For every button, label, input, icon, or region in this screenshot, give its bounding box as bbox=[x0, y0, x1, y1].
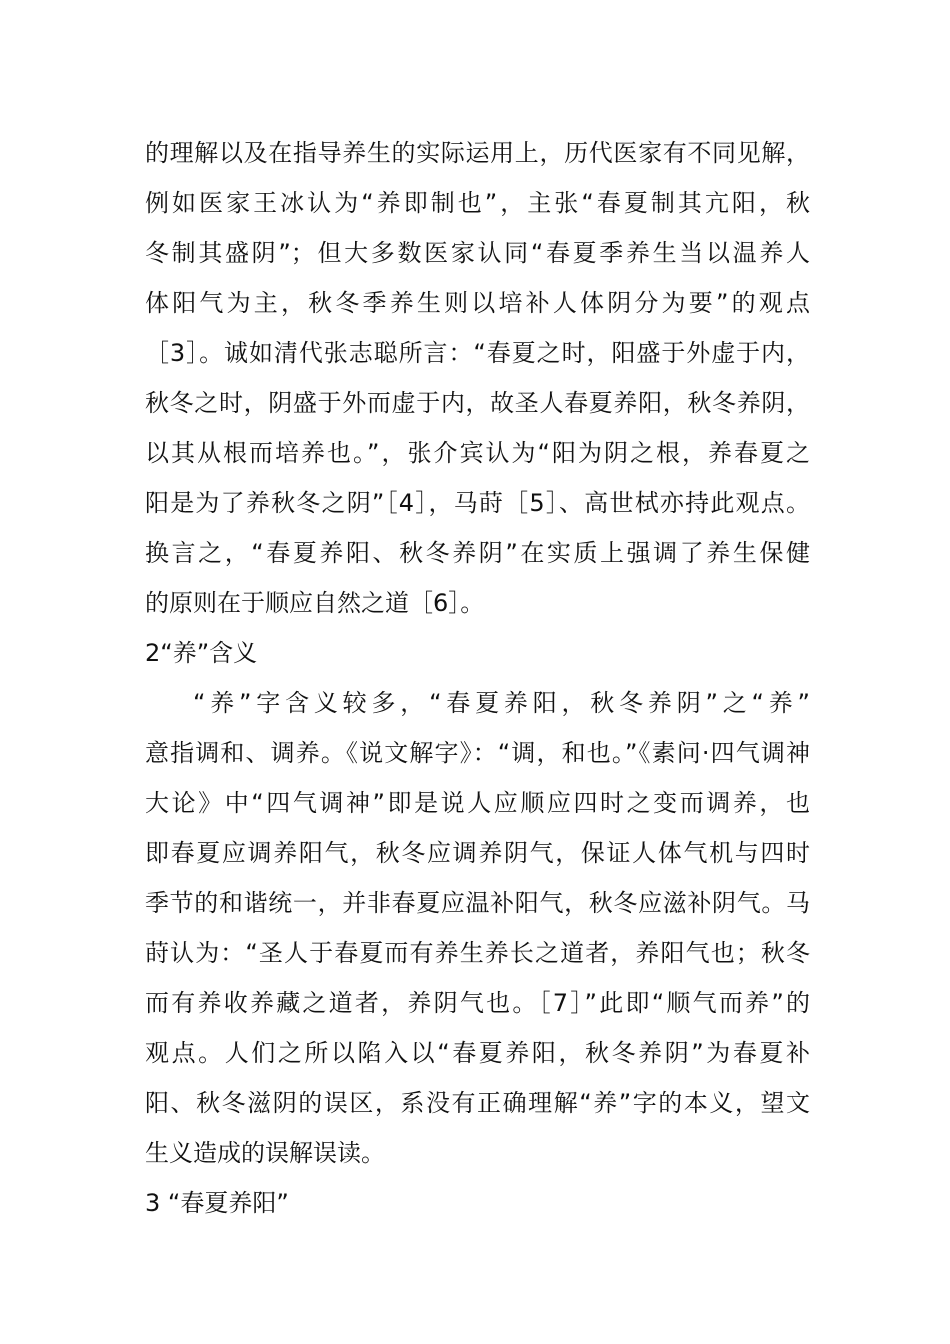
text-line: ［3］。诚如清代张志聪所言：“春夏之时，阳盛于外虚于内， bbox=[145, 339, 810, 367]
text-line: 例如医家王冰认为“养即制也”，主张“春夏制其亢阳，秋 bbox=[145, 189, 810, 217]
text-line: 阳是为了养秋冬之阴”［4］，马莳［5］、高世栻亦持此观点。 bbox=[145, 489, 810, 517]
text-line: 大论》中“四气调神”即是说人应顺应四时之变而调养，也 bbox=[145, 789, 810, 817]
text-line: “养”字含义较多，“春夏养阳，秋冬养阴”之“养” bbox=[193, 689, 810, 717]
text-line: 秋冬之时，阴盛于外而虚于内，故圣人春夏养阳，秋冬养阴， bbox=[145, 389, 810, 417]
text-line: 以其从根而培养也。”，张介宾认为“阳为阴之根，养春夏之 bbox=[145, 439, 810, 467]
text-line: 即春夏应调养阳气，秋冬应调养阴气，保证人体气机与四时 bbox=[145, 839, 810, 867]
text-line: 冬制其盛阴”；但大多数医家认同“春夏季养生当以温养人 bbox=[145, 239, 810, 267]
section-heading: 2“养”含义 bbox=[145, 639, 258, 667]
text-line: 季节的和谐统一，并非春夏应温补阳气，秋冬应滋补阴气。马 bbox=[145, 889, 810, 917]
section-heading: 3 “春夏养阳” bbox=[145, 1189, 289, 1217]
text-line: 而有养收养藏之道者，养阴气也。［7］”此即“顺气而养”的 bbox=[145, 989, 810, 1017]
text-line: 莳认为：“圣人于春夏而有养生养长之道者，养阳气也；秋冬 bbox=[145, 939, 810, 967]
text-line: 的理解以及在指导养生的实际运用上，历代医家有不同见解， bbox=[145, 139, 810, 167]
text-line: 阳、秋冬滋阴的误区，系没有正确理解“养”字的本义，望文 bbox=[145, 1089, 810, 1117]
text-line: 换言之，“春夏养阳、秋冬养阴”在实质上强调了养生保健 bbox=[145, 539, 810, 567]
text-line: 体阳气为主，秋冬季养生则以培补人体阴分为要”的观点 bbox=[145, 289, 810, 317]
text-line: 的原则在于顺应自然之道［6］。 bbox=[145, 589, 485, 617]
text-line: 观点。人们之所以陷入以“春夏养阳，秋冬养阴”为春夏补 bbox=[145, 1039, 810, 1067]
text-line: 意指调和、调养。《说文解字》：“调，和也。”《素问·四气调神 bbox=[145, 739, 810, 767]
text-line: 生义造成的误解误读。 bbox=[145, 1139, 385, 1167]
document-body bbox=[145, 128, 810, 1228]
